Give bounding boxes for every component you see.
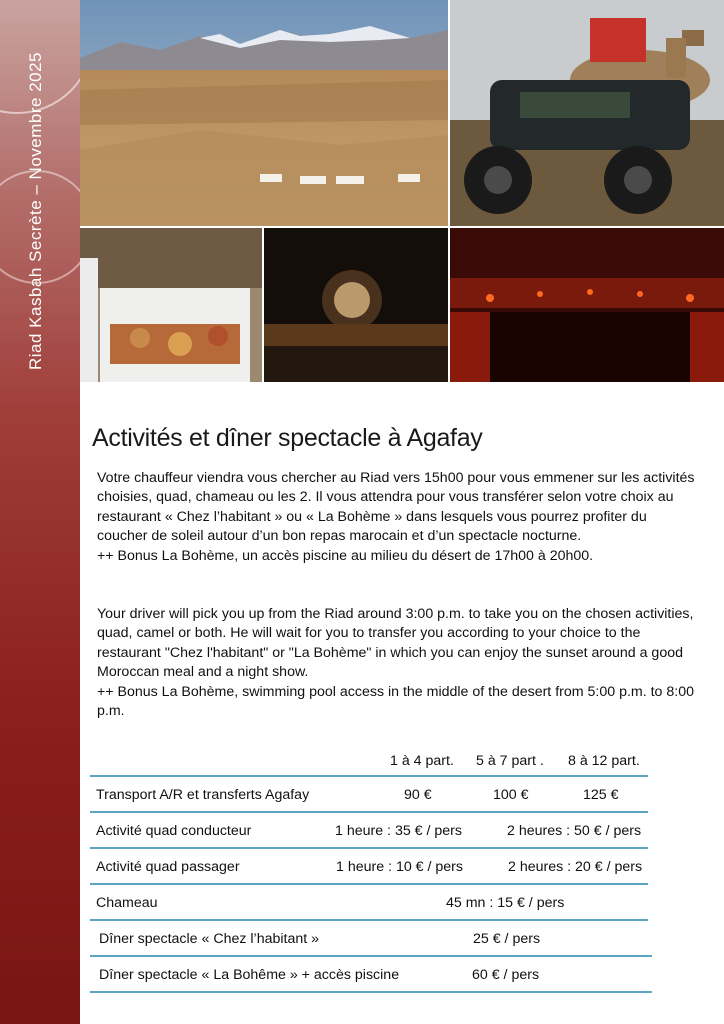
text-line: restaurant « Chez l’habitant » ou « La Bohème » dans lesquels vous pourrez profiter du xyxy=(97,508,647,525)
table-row xyxy=(90,921,652,957)
price-cell: 60 € / pers xyxy=(472,967,540,983)
camel-quad-photo xyxy=(450,0,724,226)
row-label: Activité quad conducteur xyxy=(96,823,252,839)
price-cell: 1 heure : 35 € / pers xyxy=(335,823,462,839)
column-header: 5 à 7 part . xyxy=(476,753,544,769)
price-cell: 25 € / pers xyxy=(473,931,541,947)
sidebar xyxy=(0,0,80,1024)
price-cell: 2 heures : 50 € / pers xyxy=(507,823,642,839)
text-line: p.m. xyxy=(97,703,125,720)
row-label: Dîner spectacle « La Bohême » + accès piscine xyxy=(99,967,400,983)
description-french xyxy=(97,469,697,566)
pool-night-photo xyxy=(450,228,724,382)
text-line: Your driver will pick you up from the Riad around 3:00 p.m. to take you on the chosen activities, xyxy=(97,606,694,622)
price-table xyxy=(90,745,652,993)
photo-collage xyxy=(80,0,724,382)
price-cell: 125 € xyxy=(583,787,619,803)
row-label: Transport A/R et transferts Agafay xyxy=(96,787,310,803)
text-line: quad, camel or both. He will wait for you to transfer you according to your choice to the xyxy=(97,625,641,642)
column-header: 1 à 4 part. xyxy=(390,753,454,769)
table-row xyxy=(90,885,652,921)
price-cell: 90 € xyxy=(404,787,432,803)
table-row xyxy=(90,957,652,993)
price-cell: 100 € xyxy=(493,787,529,803)
table-divider xyxy=(90,991,652,993)
text-line: restaurant "Chez l'habitant" or "La Bohème" in which you can enjoy the sunset around a good xyxy=(97,644,683,661)
text-line: ++ Bonus La Bohème, swimming pool access in the middle of the desert from 5:00 p.m. to 8:00 xyxy=(97,683,694,700)
sidebar-title: Riad Kasbah Secrète – Novembre 2025 xyxy=(26,51,45,370)
column-header: 8 à 12 part. xyxy=(568,753,640,769)
price-cell: 45 mn : 15 € / pers xyxy=(446,895,565,911)
row-label: Activité quad passager xyxy=(96,859,240,875)
text-line: ++ Bonus La Bohème, un accès piscine au milieu du désert de 17h00 à 20h00. xyxy=(97,547,594,564)
description-english xyxy=(97,605,697,721)
table-header-row xyxy=(90,745,652,777)
text-line: coucher de soleil autour d’un bon repas marocain et d’un spectacle nocturne. xyxy=(97,528,582,545)
desert-landscape-photo xyxy=(80,0,448,226)
price-cell: 2 heures : 20 € / pers xyxy=(508,859,643,875)
fire-show-photo xyxy=(264,228,448,382)
text-line: choisies, quad, chameau ou les 2. Il vous attendra pour vous transférer selon votre choix au xyxy=(97,489,674,506)
table-row xyxy=(90,813,652,849)
buffet-photo xyxy=(80,228,262,382)
text-line: Votre chauffeur viendra vous chercher au Riad vers 15h00 pour vous emmener sur les activités xyxy=(97,470,695,486)
price-cell: 1 heure : 10 € / pers xyxy=(336,859,463,875)
row-label: Chameau xyxy=(96,895,158,911)
text-line: Moroccan meal and a night show. xyxy=(97,664,309,681)
table-row xyxy=(90,777,652,813)
page-title: Activités et dîner spectacle à Agafay xyxy=(92,424,483,452)
row-label: Dîner spectacle « Chez l’habitant » xyxy=(99,931,320,947)
table-row xyxy=(90,849,652,885)
